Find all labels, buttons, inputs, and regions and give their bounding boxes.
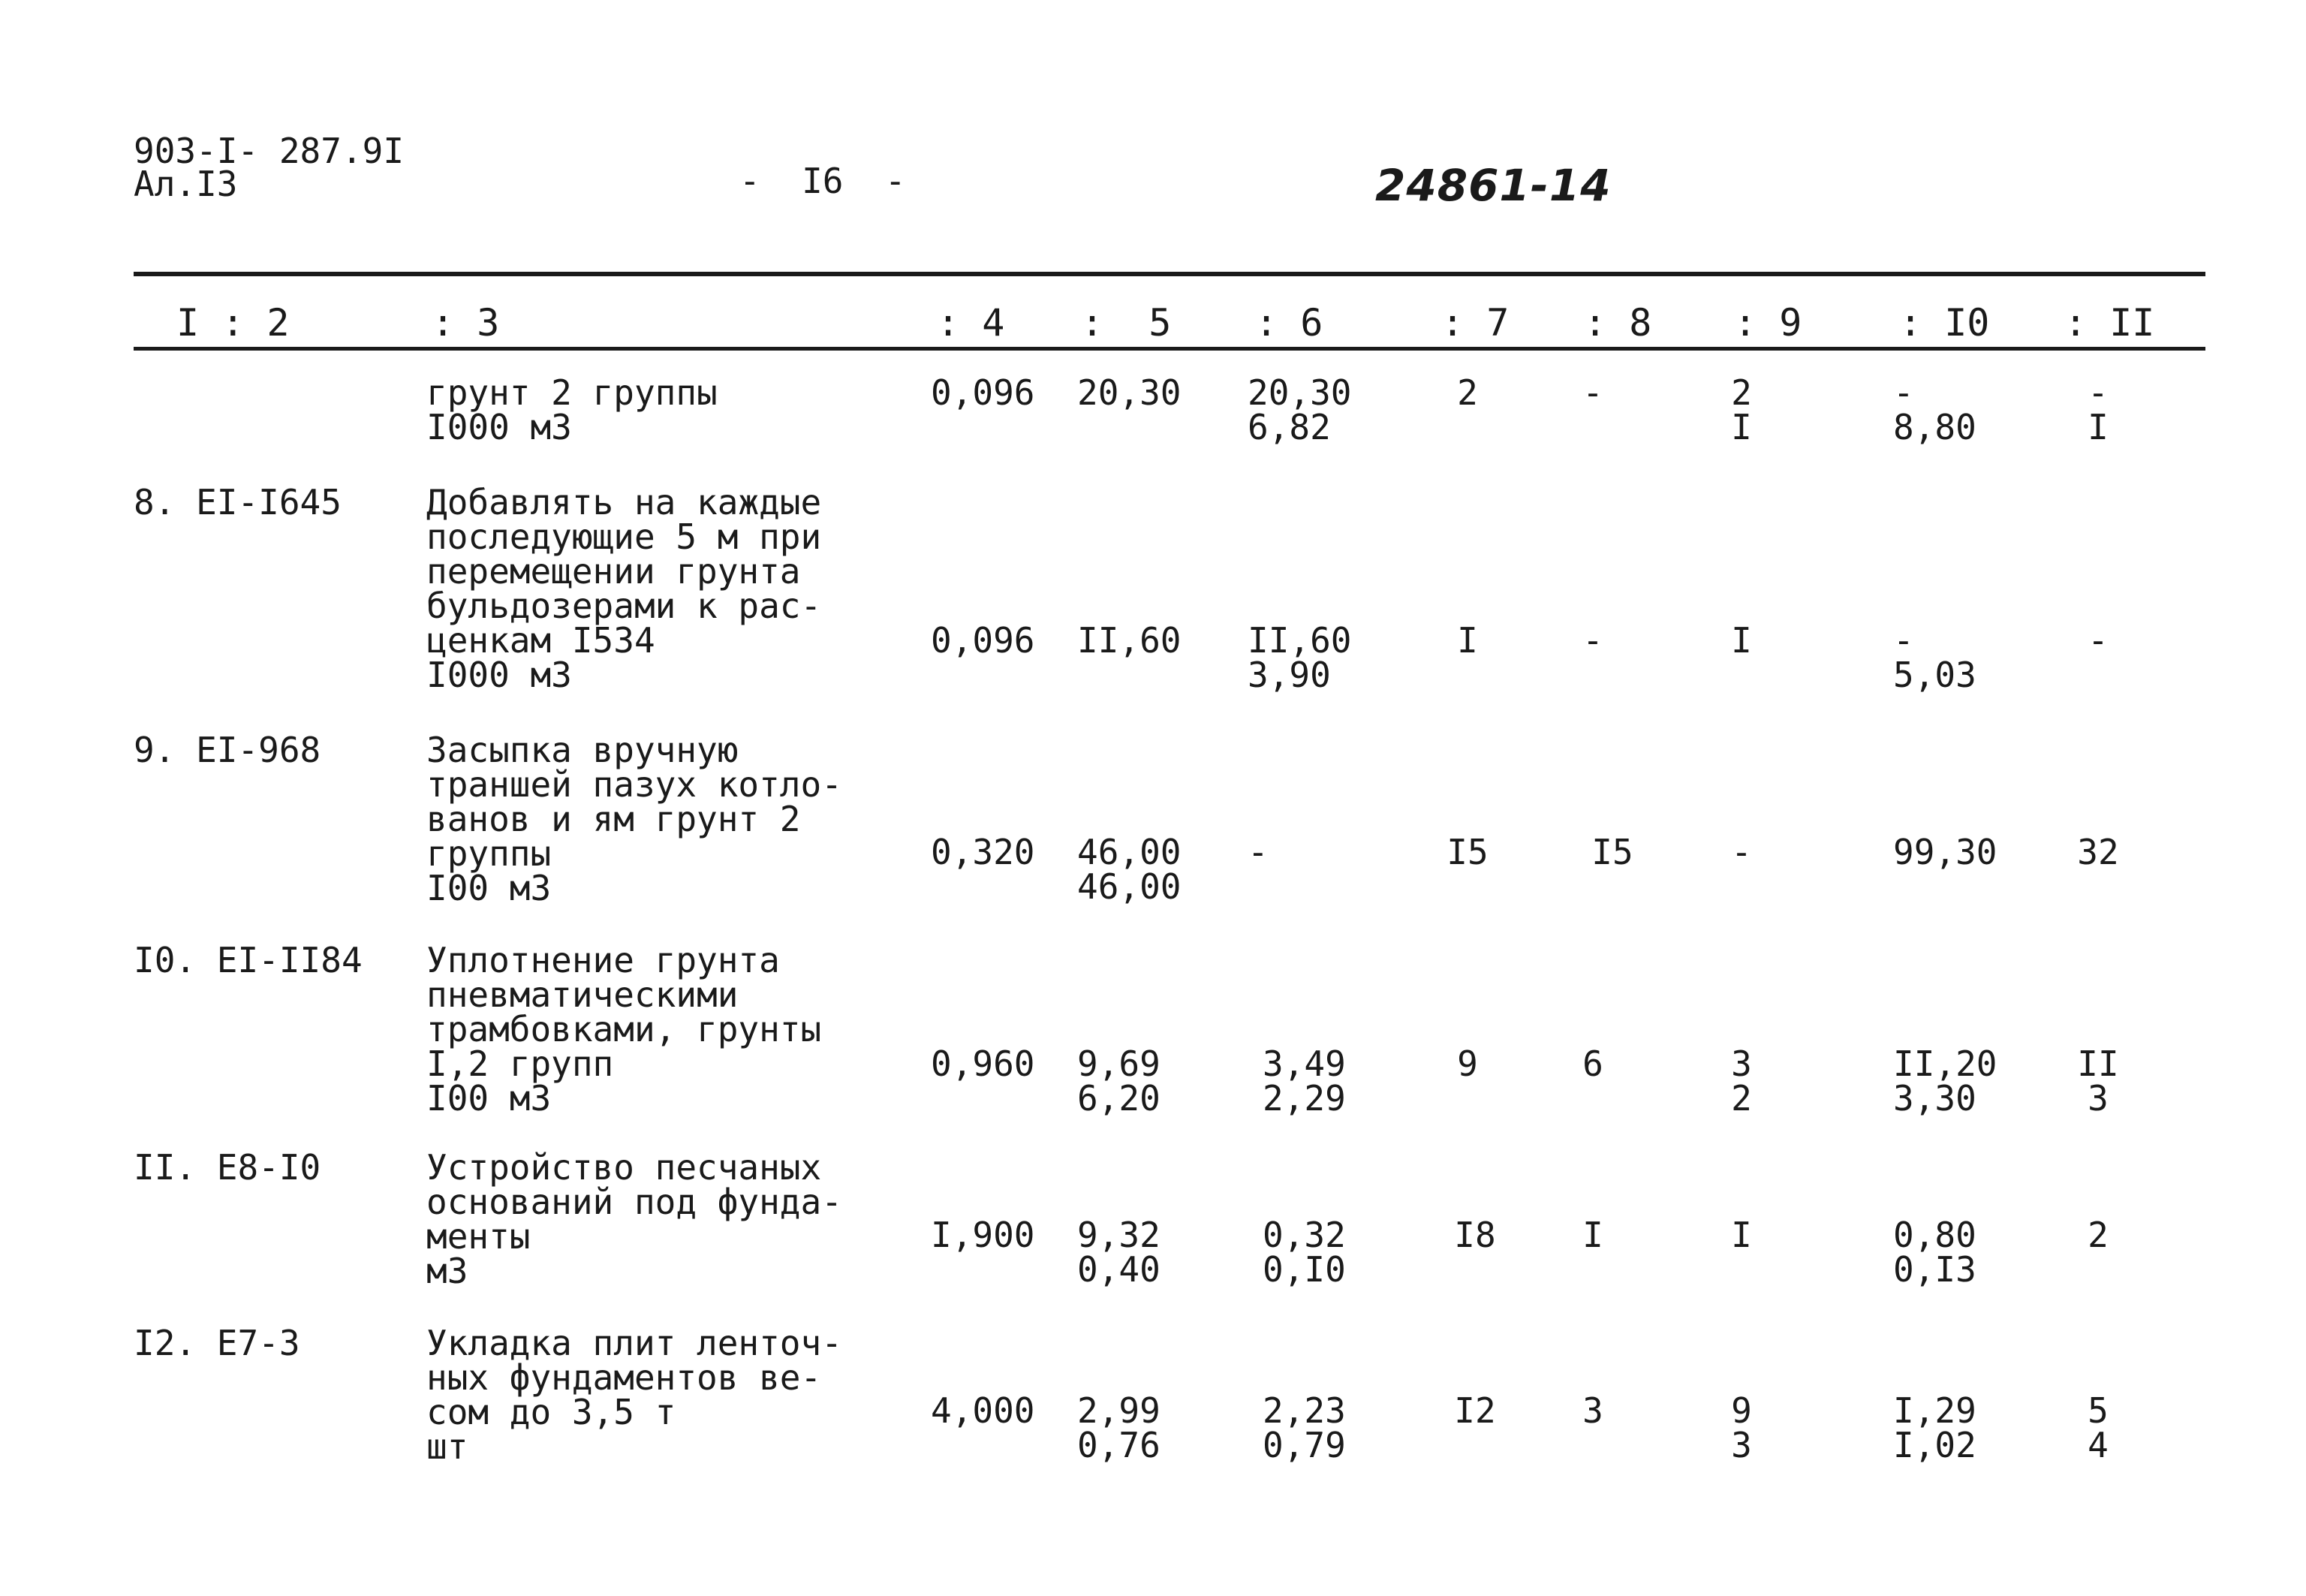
cell-col8: I5 [1591,832,1633,872]
row-number-code: 9. EI-968 [134,730,321,770]
cell-col11: II 3 [2077,1043,2119,1119]
cell-col4: I,900 [931,1215,1035,1255]
cell-col8: I [1582,1215,1603,1255]
cell-col6: 2,23 0,79 [1263,1390,1346,1465]
cell-col10: - 5,03 [1893,620,1976,695]
row-description: Укладка плит ленточ- ных фундаментов ве- сом до 3,5 т шт [426,1323,842,1467]
row-description: Засыпка вручную траншей пазух котло- ванов и ям грунт 2 группы I00 м3 [426,730,842,908]
col-header-4: : 4 [937,301,1005,345]
col-header-3: : 3 [432,301,500,345]
cell-col5: 2,99 0,76 [1077,1390,1161,1465]
row-description: грунт 2 группы I000 м3 [426,372,718,447]
cell-col10: 0,80 0,I3 [1893,1215,1976,1290]
row-number-code: II. E8-I0 [134,1147,321,1188]
col-header-5: : 5 [1081,301,1172,345]
cell-col10: II,20 3,30 [1893,1043,1997,1119]
cell-col5: 20,30 [1077,372,1182,413]
row-description: Добавлять на каждые последующие 5 м при перемещении грунта бульдозерами к рас- ценкам I534 I000 м3 [426,482,822,695]
cell-col8: 3 [1582,1390,1603,1431]
cell-col5: II,60 [1077,620,1182,661]
cell-col5: 9,32 0,40 [1077,1215,1161,1290]
cell-col7: 2 [1457,372,1478,413]
handwritten-stamp-number: 24861-14 [1375,160,1612,211]
cell-col7: I2 [1454,1390,1496,1431]
cell-col11: 5 4 [2088,1390,2109,1465]
cell-col9: 2 I [1731,372,1752,447]
cell-col7: I5 [1447,832,1489,872]
cell-col4: 4,000 [931,1390,1035,1431]
cell-col8: - [1582,372,1603,413]
row-description: Уплотнение грунта пневматическими трамбовками, грунты I,2 групп I00 м3 [426,940,822,1119]
col-header-6: : 6 [1255,301,1323,345]
cell-col11: 2 [2088,1215,2109,1255]
cell-col9: I [1731,620,1752,661]
cell-col7: 9 [1457,1043,1478,1084]
col-header-7: : 7 [1441,301,1510,345]
cell-col11: 32 [2077,832,2119,872]
row-number-code: I2. E7-3 [134,1323,300,1363]
row-number-code: 8. EI-I645 [134,482,342,522]
header-underline [134,347,2205,351]
top-rule [134,272,2205,276]
row-number-code: I0. EI-II84 [134,940,363,980]
cell-col9: - [1731,832,1752,872]
cell-col7: I8 [1454,1215,1496,1255]
document-code: 903-I- 287.9I [134,131,405,171]
cell-col11: - I [2088,372,2109,447]
sheet-label: Ал.I3 [134,164,238,204]
cell-col4: 0,096 [931,372,1035,413]
cell-col11: - [2088,620,2109,661]
cell-col8: 6 [1582,1043,1603,1084]
cell-col10: I,29 I,02 [1893,1390,1976,1465]
cell-col5: 9,69 6,20 [1077,1043,1161,1119]
cell-col4: 0,960 [931,1043,1035,1084]
col-header-10: : I0 [1899,301,1990,345]
col-header-1-2: I : 2 [176,301,290,345]
cell-col4: 0,096 [931,620,1035,661]
cell-col4: 0,320 [931,832,1035,872]
cell-col9: 9 3 [1731,1390,1752,1465]
cell-col6: II,60 3,90 [1248,620,1352,695]
cell-col6: - [1248,832,1269,872]
row-description: Устройство песчаных оснований под фунда- менты м3 [426,1147,842,1291]
cell-col9: 3 2 [1731,1043,1752,1119]
cell-col6: 3,49 2,29 [1263,1043,1346,1119]
cell-col7: I [1457,620,1478,661]
cell-col10: - 8,80 [1893,372,1976,447]
col-header-11: : II [2064,301,2155,345]
cell-col5: 46,00 46,00 [1077,832,1182,907]
col-header-8: : 8 [1584,301,1652,345]
cell-col10: 99,30 [1893,832,1997,872]
col-header-9: : 9 [1734,301,1802,345]
page-number: - I6 - [739,161,906,201]
cell-col8: - [1582,620,1603,661]
cell-col6: 20,30 6,82 [1248,372,1352,447]
cell-col9: I [1731,1215,1752,1255]
cell-col6: 0,32 0,I0 [1263,1215,1346,1290]
